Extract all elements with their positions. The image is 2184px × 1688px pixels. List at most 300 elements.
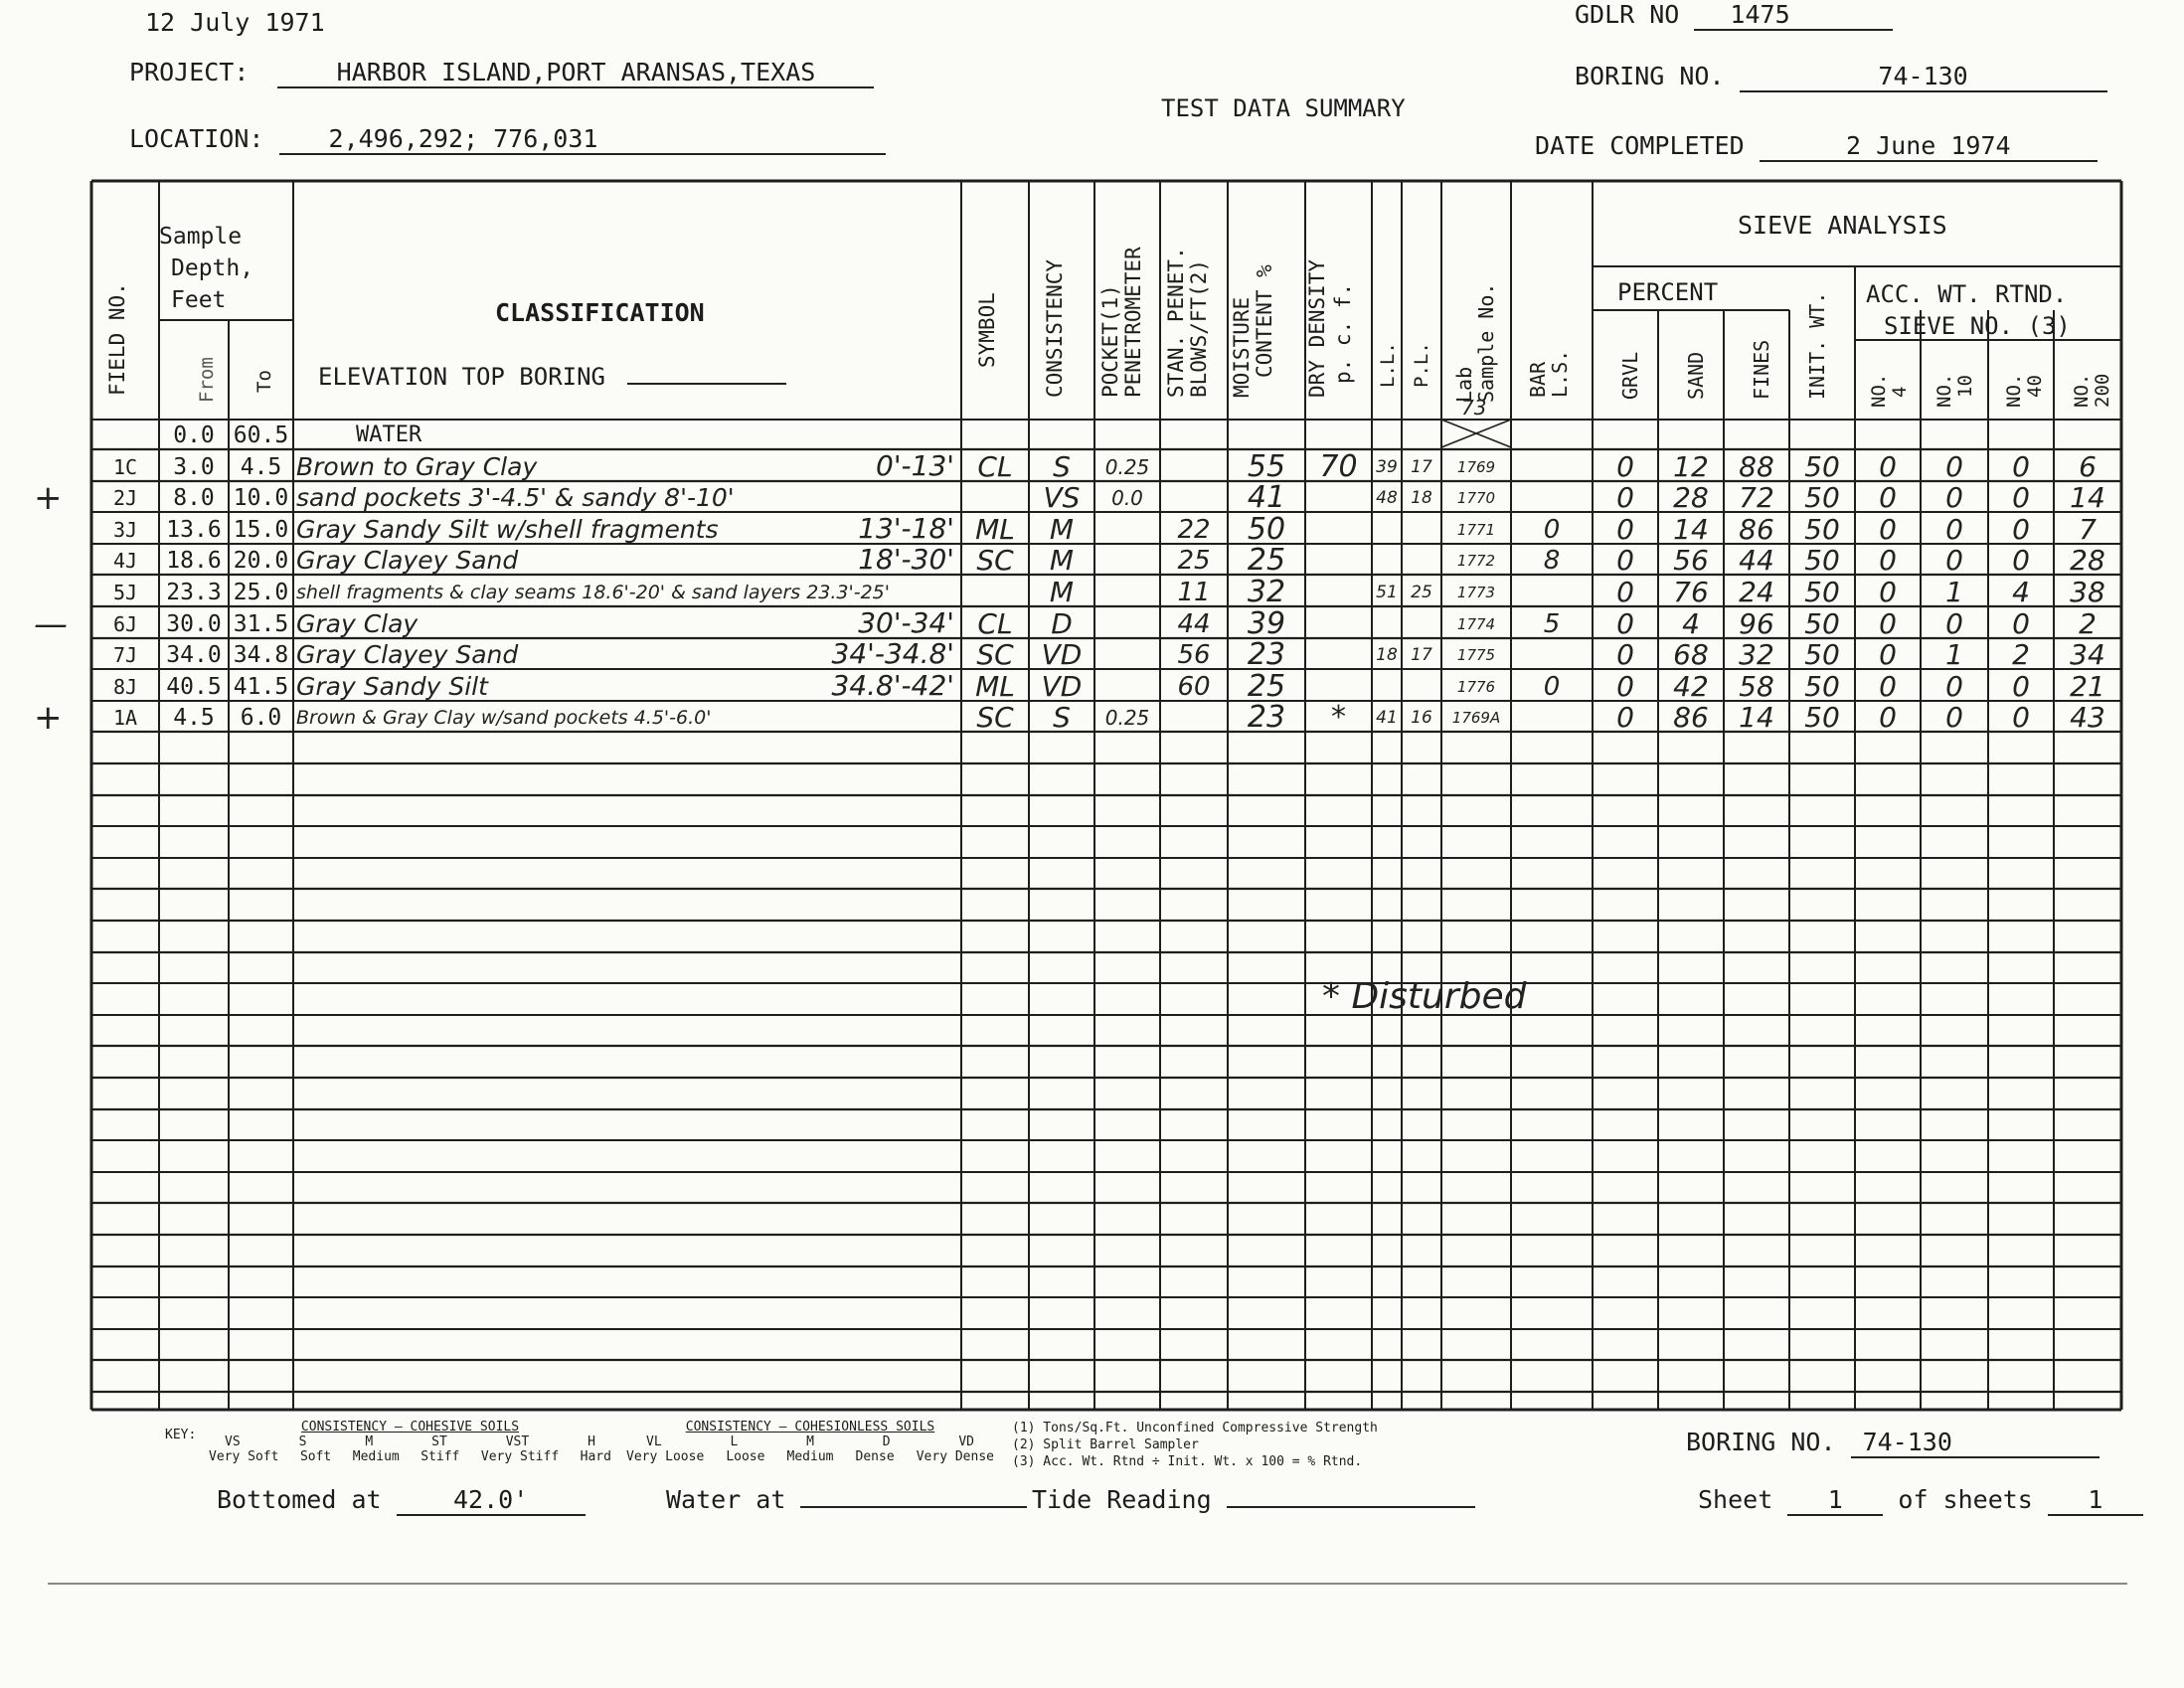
cell-no4: 0 [1879,673,1897,701]
cell-pl [1405,673,1438,701]
cell-to: 41.5 [233,674,289,700]
cell-pl: 17 [1411,457,1432,477]
cell-init-wt: 50 [1804,579,1840,606]
cell-bar-ls: 5 [1543,610,1561,638]
cell-classification: Gray Clayey Sand [296,641,519,669]
cell-no10: 0 [1945,610,1963,638]
cohesive-code: M [365,1435,374,1449]
cell-dry-density [1308,547,1369,575]
cell-ll [1375,516,1399,544]
cell-bar-ls [1514,579,1590,606]
cell-stan [1163,484,1225,512]
cell-stan: 25 [1177,547,1211,575]
cell-no10: 0 [1945,547,1963,575]
acc-wt-line: ACC. WT. RTND. [1866,280,2068,308]
dry-density-header [1304,259,1356,398]
cell-pocket [1097,641,1157,669]
cell-from: 34.0 [166,642,222,668]
water-blank [800,1506,1027,1508]
cell-no4: 0 [1879,516,1897,544]
footer-boring-label: BORING NO. [1686,1428,1836,1456]
cell-no40: 0 [2012,453,2030,481]
cohesionless-name: Very Dense [916,1449,994,1464]
sheet-field [1698,1485,2143,1516]
cell-moisture: 41 [1247,484,1286,512]
no40-header [2004,374,2046,408]
key-label: KEY: [165,1428,197,1442]
cell-grvl: 0 [1616,673,1634,701]
cell-no4: 0 [1879,579,1897,606]
cell-classification: Gray Sandy Silt w/shell fragments [296,516,719,544]
cell-no200: 2 [2079,610,2097,638]
cohesive-code: VS [225,1435,241,1449]
cell-dry-density [1308,641,1369,669]
consistency-header: CONSISTENCY [1043,258,1067,398]
cell-no4: 0 [1879,484,1897,512]
elevation-blank [627,383,786,385]
tide-blank [1227,1506,1475,1508]
cell-no40: 0 [2012,484,2030,512]
cell-sand: 12 [1673,453,1709,481]
gdlr-value: 1475 [1694,0,1893,31]
cell-moisture: 25 [1247,547,1286,575]
cell-classification: WATER [356,422,422,447]
field-no-header: FIELD NO. [105,282,129,396]
cell-from: 40.5 [166,674,222,700]
elevation-label: ELEVATION TOP BORING [318,363,605,391]
of-sheets-value: 1 [2048,1485,2143,1516]
cell-field: 2J [112,486,138,510]
cell-lab: 1776 [1456,678,1496,696]
footer-boring-field [1686,1428,2100,1458]
cohesive-name: Stiff [420,1449,460,1464]
cell-from: 0.0 [173,422,215,448]
cell-ll: 51 [1376,583,1398,602]
cell-pocket [1097,610,1157,638]
cell-pocket: 0.25 [1104,455,1150,479]
page-title: TEST DATA SUMMARY [1161,94,1406,122]
cell-ll [1375,673,1399,701]
cell-symbol: SC [976,547,1014,575]
water-label: Water at [666,1485,786,1514]
cell-field: 3J [112,518,138,542]
cell-to: 15.0 [233,517,289,543]
cell-field [94,422,156,449]
lab-line-2: Sample No. [1474,282,1498,403]
gdlr-label: GDLR NO [1575,0,1680,29]
cell-symbol: ML [975,516,1015,544]
cohesionless-code: VL [646,1435,662,1449]
cell-sand: 86 [1673,704,1709,732]
date-completed-label: DATE COMPLETED [1535,131,1745,160]
stan-line-2: BLOWS/FT(2) [1187,258,1211,398]
cell-no40: 4 [2012,579,2030,606]
cell-consistency: VD [1041,641,1083,669]
cell-lab: 1772 [1456,552,1496,570]
cell-no200: 21 [2070,673,2105,701]
cell-pl [1405,610,1438,638]
cell-to: 34.8 [233,642,289,668]
cell-no10: 1 [1945,641,1963,669]
cell-no10: 0 [1945,673,1963,701]
cell-no40: 0 [2012,547,2030,575]
cell-no10: 0 [1945,484,1963,512]
cell-ll: 39 [1376,457,1398,477]
cell-no10: 1 [1945,579,1963,606]
no200-header [2072,374,2113,408]
pl-header: P.L. [1411,342,1432,388]
cell-moisture [1231,422,1302,449]
pocket-penetrometer-header [1099,247,1145,398]
no10-header [1934,374,1976,408]
cohesionless-names [626,1449,994,1464]
cell-fines: 32 [1739,641,1774,669]
cell-field: 1A [112,706,138,730]
cell-symbol: SC [976,704,1014,732]
no200-line-1: NO. [2071,373,2093,408]
cell-to: 20.0 [233,548,289,574]
cell-depth-range: 30'-34' [858,606,954,639]
tide-label: Tide Reading [1032,1485,1212,1514]
cell-consistency: M [1049,516,1075,544]
cell-symbol [964,579,1026,606]
cell-init-wt: 50 [1804,610,1840,638]
cell-no4: 0 [1879,610,1897,638]
cell-moisture: 55 [1247,453,1286,481]
cell-consistency: S [1053,704,1071,732]
cell-from: 23.3 [166,580,222,605]
cell-from: 3.0 [173,454,215,480]
cohesive-names [209,1449,611,1464]
cell-classification: Gray Clay [296,610,419,638]
cell-no40 [1991,422,2051,449]
cell-no40: 2 [2012,641,2030,669]
bar-line-2: L.S. [1548,349,1572,398]
cell-grvl: 0 [1616,484,1634,512]
cell-sand: 42 [1673,673,1709,701]
cell-lab: 1773 [1456,584,1496,601]
cell-pl: 16 [1411,708,1432,728]
lab-sample-header [1453,283,1497,403]
cell-no10: 0 [1945,704,1963,732]
cell-pocket [1097,579,1157,606]
cell-depth-range: 34'-34.8' [831,637,954,670]
project-label: PROJECT: [129,58,250,86]
key-note: (3) Acc. Wt. Rtnd ÷ Init. Wt. x 100 = % Rtnd. [1012,1454,1363,1469]
cell-consistency: S [1053,453,1071,481]
cell-lab: 1775 [1456,646,1496,664]
cell-no40: 0 [2012,516,2030,544]
lab-line-1: Lab [1452,366,1476,403]
cell-no4: 0 [1879,704,1897,732]
cell-grvl: 0 [1616,610,1634,638]
cohesionless-code: VD [958,1435,974,1449]
tide-field [1032,1485,1475,1514]
cell-classification: sand pockets 3'-4.5' & sandy 8'-10' [296,484,735,512]
cell-field: 7J [112,643,138,667]
no4-line-2: 4 [1889,386,1911,398]
boring-label: BORING NO. [1575,62,1725,90]
cell-init-wt: 50 [1804,484,1840,512]
cell-field: 4J [112,549,138,573]
water-field [666,1485,1027,1514]
cell-moisture: 32 [1247,579,1286,606]
location-value: 2,496,292; 776,031 [279,124,886,155]
cell-symbol [964,484,1026,512]
cell-fines: 14 [1739,704,1774,732]
stan-penet-header [1165,247,1211,398]
cell-pl [1405,516,1438,544]
cell-pl: 18 [1411,488,1432,508]
disturbed-note: * Disturbed [1322,976,1527,1017]
cell-sand: 14 [1673,516,1709,544]
to-header: To [253,370,275,393]
page-bottom-rule [48,1583,2127,1585]
cell-consistency: M [1049,579,1075,606]
cell-bar-ls [1514,484,1590,512]
cell-grvl: 0 [1616,579,1634,606]
cell-lab [1444,422,1508,449]
cell-to: 25.0 [233,580,289,605]
cell-no40: 0 [2012,704,2030,732]
fines-header: FINES [1750,339,1773,400]
cell-bar-ls [1514,704,1590,732]
cell-stan: 11 [1177,579,1211,606]
sample-depth-line-2: Depth, [171,255,254,281]
cell-moisture: 25 [1247,673,1286,701]
key-note: (2) Split Barrel Sampler [1012,1437,1199,1452]
classification-header: CLASSIFICATION [495,298,705,327]
cohesive-name: Soft [299,1449,332,1464]
grvl-header: GRVL [1618,351,1642,400]
cell-ll [1375,610,1399,638]
cell-pl [1405,422,1438,449]
cell-sand: 4 [1682,610,1700,638]
margin-mark: + [34,698,63,738]
bar-line-1: BAR [1526,361,1550,398]
cell-from: 8.0 [173,485,215,511]
cell-lab: 1771 [1456,521,1496,539]
cell-depth-range: 18'-30' [858,543,954,576]
dry-density-line-2: p. c. f. [1331,282,1355,384]
cell-no10: 0 [1945,453,1963,481]
cell-init-wt: 50 [1804,453,1840,481]
cell-pl: 17 [1411,645,1432,665]
cell-stan: 22 [1177,516,1211,544]
cell-depth-range: 0'-13' [876,449,954,482]
no10-line-2: 10 [1954,375,1976,398]
cell-symbol: ML [975,673,1015,701]
cohesionless-code: L [730,1435,739,1449]
cell-dry-density [1308,673,1369,701]
cohesive-name: Hard [580,1449,611,1464]
cell-fines: 88 [1739,453,1774,481]
cell-fines: 58 [1739,673,1774,701]
lab-sample-mark: 73 [1461,396,1487,420]
cohesionless-code: D [882,1435,891,1449]
cohesive-title: CONSISTENCY — COHESIVE SOILS [300,1420,520,1435]
cell-bar-ls: 0 [1543,673,1561,701]
cell-classification: Brown to Gray Clay [296,453,538,481]
cell-field: 1C [112,455,138,479]
location-label: LOCATION: [129,124,264,153]
pocket-line-1: POCKET(1) [1098,284,1122,398]
no4-line-1: NO. [1868,373,1890,408]
cell-stan [1163,422,1225,449]
cell-consistency: M [1049,547,1075,575]
cell-ll [1375,422,1399,449]
cell-no200: 14 [2070,484,2105,512]
cell-consistency: D [1051,610,1073,638]
cell-ll [1375,547,1399,575]
cell-from: 13.6 [166,517,222,543]
cell-fines: 44 [1739,547,1774,575]
cell-no200: 7 [2079,516,2097,544]
moisture-line-2: CONTENT % [1253,264,1276,378]
cell-init-wt: 50 [1804,704,1840,732]
key-cohesive [209,1420,611,1464]
cell-ll: 48 [1376,488,1398,508]
bottomed-value: 42.0' [397,1485,586,1516]
cell-to: 4.5 [240,454,282,480]
cell-init-wt: 50 [1804,641,1840,669]
cell-consistency [1032,422,1092,449]
cell-to: 60.5 [233,422,289,448]
cell-stan [1163,704,1225,732]
cell-stan [1163,453,1225,481]
cell-pl [1405,547,1438,575]
cell-pocket [1097,547,1157,575]
no4-header [1869,374,1911,408]
cell-no200: 28 [2070,547,2105,575]
cell-fines: 96 [1739,610,1774,638]
cell-no200: 38 [2070,579,2105,606]
cell-to: 31.5 [233,611,289,637]
sheet-value: 1 [1787,1485,1883,1516]
cell-dry-density [1308,579,1369,606]
cohesive-codes [209,1435,611,1449]
cell-stan: 60 [1177,673,1211,701]
boring-value: 74-130 [1740,62,2107,92]
cell-sand: 28 [1673,484,1709,512]
cell-lab: 1774 [1456,615,1496,633]
cell-stan: 56 [1177,641,1211,669]
margin-mark: — [34,604,68,644]
cell-consistency: VS [1043,484,1081,512]
cell-grvl: 0 [1616,453,1634,481]
acc-wt-header [1866,278,2071,342]
cell-grvl: 0 [1616,704,1634,732]
cell-grvl: 0 [1616,547,1634,575]
cell-fines: 72 [1739,484,1774,512]
project-value: HARBOR ISLAND,PORT ARANSAS,TEXAS [277,58,874,88]
cell-bar-ls [1514,422,1590,449]
cell-grvl [1596,422,1655,449]
cell-fines [1727,422,1786,449]
cohesionless-codes [626,1435,994,1449]
cell-depth-range: 34.8'-42' [831,669,954,702]
cell-ll: 41 [1376,708,1398,728]
cohesionless-code: M [806,1435,814,1449]
margin-mark: + [34,478,63,518]
cell-classification: Gray Sandy Silt [296,673,488,701]
cohesionless-name: Loose [726,1449,765,1464]
cell-pocket [1097,673,1157,701]
cell-lab: 1769A [1451,709,1501,727]
cell-grvl: 0 [1616,641,1634,669]
cell-moisture: 39 [1247,610,1286,638]
cell-no10 [1924,422,1985,449]
cohesive-name: Very Stiff [480,1449,560,1464]
elevation-header [318,363,786,391]
no40-line-1: NO. [2003,373,2025,408]
cell-sand: 68 [1673,641,1709,669]
cell-sand: 56 [1673,547,1709,575]
moisture-header [1231,264,1276,398]
cell-no4 [1858,422,1918,449]
sheet-label: Sheet [1698,1485,1773,1514]
cell-from: 30.0 [166,611,222,637]
cell-pocket [1097,516,1157,544]
cohesionless-title: CONSISTENCY — COHESIONLESS SOILS [685,1420,935,1435]
cell-sand: 76 [1673,579,1709,606]
cell-dry-density [1308,422,1369,449]
cell-field: 8J [112,675,138,699]
bottomed-label: Bottomed at [217,1485,382,1514]
cohesionless-name: Dense [855,1449,895,1464]
cell-dry-density: * [1331,704,1346,732]
percent-header: PERCENT [1617,278,1719,306]
cell-lab: 1769 [1456,458,1496,476]
cohesive-name: Very Soft [209,1449,279,1464]
cohesive-code: H [588,1435,595,1449]
date-completed-value: 2 June 1974 [1760,131,2098,162]
cell-no200 [2057,422,2118,449]
cell-no4: 0 [1879,641,1897,669]
cell-symbol: SC [976,641,1014,669]
cell-lab: 1770 [1456,489,1496,507]
cohesionless-name: Medium [786,1449,834,1464]
cell-dry-density [1308,610,1369,638]
cell-no4: 0 [1879,453,1897,481]
cell-classification: Gray Clayey Sand [296,547,519,575]
sample-depth-line-3: Feet [171,287,227,313]
cell-dry-density [1308,484,1369,512]
cell-init-wt: 50 [1804,673,1840,701]
bottomed-field [217,1485,586,1516]
sample-depth-header [159,221,253,316]
cohesionless-name: Very Loose [626,1449,705,1464]
cohesive-code: VST [505,1435,530,1449]
cell-pocket [1097,422,1157,449]
cell-init-wt: 50 [1804,516,1840,544]
document-date: 12 July 1971 [145,8,325,37]
cell-fines: 24 [1739,579,1774,606]
cell-symbol [964,422,1026,449]
cell-bar-ls [1514,453,1590,481]
cell-init-wt [1792,422,1852,449]
sand-header: SAND [1684,351,1708,400]
cell-to: 10.0 [233,485,289,511]
cell-no10: 0 [1945,516,1963,544]
stan-line-1: STAN. PENET. [1164,247,1188,398]
cell-pocket: 0.25 [1104,706,1150,730]
cell-grvl: 0 [1616,516,1634,544]
no40-line-2: 40 [2024,375,2046,398]
cohesive-code: S [298,1435,307,1449]
moisture-line-1: MOISTURE [1230,296,1254,398]
cell-bar-ls: 8 [1543,547,1561,575]
